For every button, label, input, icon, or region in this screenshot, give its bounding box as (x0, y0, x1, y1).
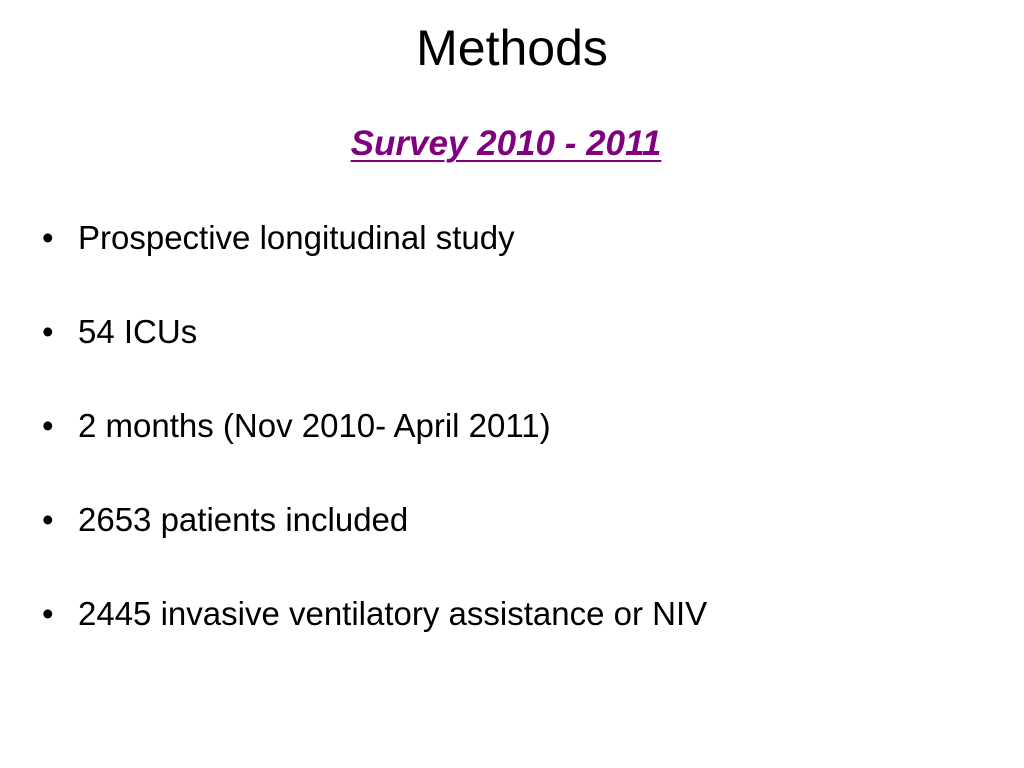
bullet-list (42, 214, 1002, 684)
bullet-dot-icon: • (42, 407, 54, 444)
bullet-text: 2653 patients included (78, 501, 409, 538)
bullet-text: 2445 invasive ventilatory assistance or NIV (78, 595, 708, 632)
bullet-text: Prospective longitudinal study (78, 219, 515, 256)
bullet-item (42, 496, 1002, 590)
bullet-item (42, 402, 1002, 496)
bullet-dot-icon: • (42, 501, 54, 538)
bullet-dot-icon: • (42, 313, 54, 350)
bullet-dot-icon: • (42, 219, 54, 256)
bullet-text: 54 ICUs (78, 313, 198, 350)
bullet-text: 2 months (Nov 2010- April 2011) (78, 407, 551, 444)
bullet-dot-icon: • (42, 595, 54, 632)
bullet-item (42, 214, 1002, 308)
bullet-item (42, 590, 1002, 684)
bullet-item (42, 308, 1002, 402)
slide-subtitle: Survey 2010 - 2011 (350, 124, 662, 163)
slide-title: Methods (416, 20, 608, 76)
